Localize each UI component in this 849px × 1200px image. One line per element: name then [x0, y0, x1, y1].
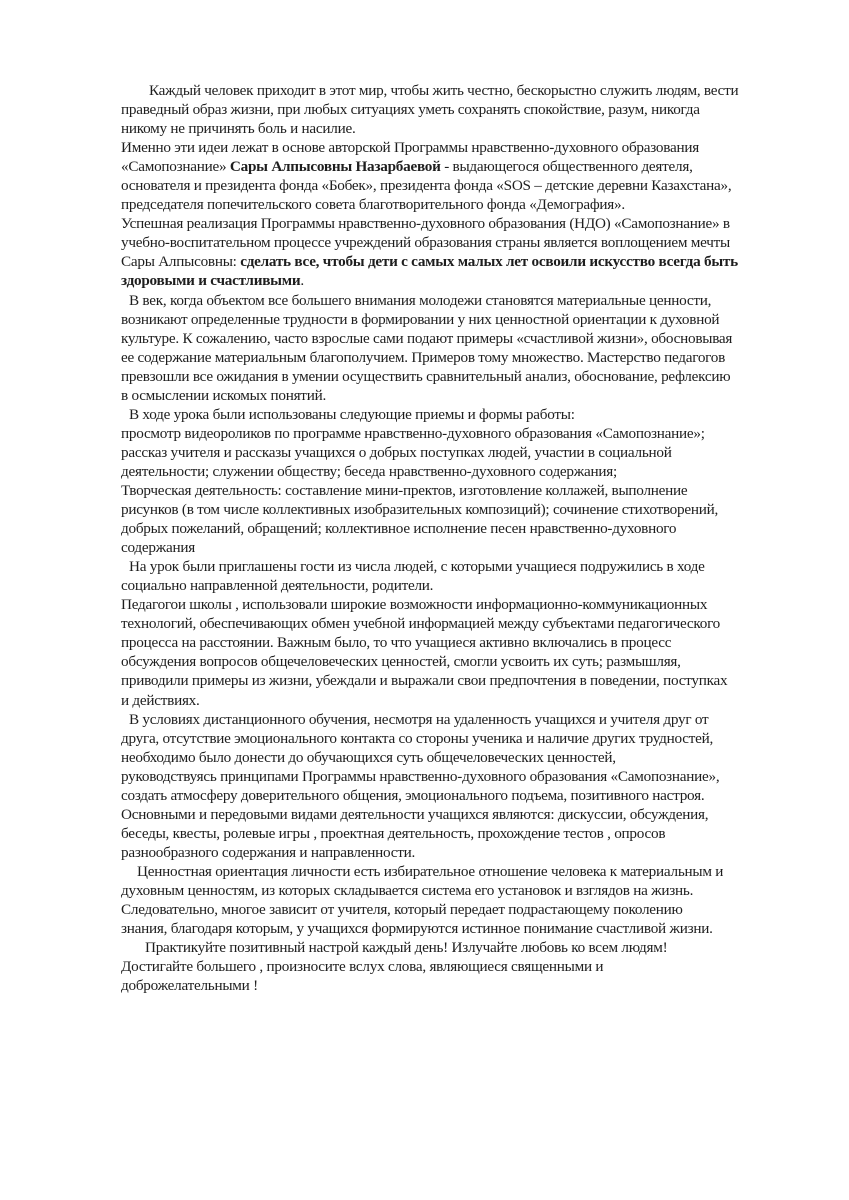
text-line: социально направленной деятельности, родители. — [121, 577, 434, 595]
text-line: обсуждения вопросов общечеловеческих ценностей, смогли усвоить их суть; размышляя, — [121, 653, 681, 671]
text-line: приводили примеры из жизни, убеждали и выражали свои предпочтения в поведении, поступках — [121, 672, 728, 690]
text-line: Творческая деятельность: составление мини-пректов, изготовление коллажей, выполнение — [121, 481, 688, 499]
paragraph-program — [121, 138, 791, 214]
text-line — [121, 252, 791, 271]
text-line: учебно-воспитательном процессе учреждений образования страны является воплощением мечты — [121, 234, 730, 252]
text-span: . — [300, 272, 304, 290]
text-line: добрых пожеланий, обращений; коллективное исполнение песен нравственно-духовного — [121, 520, 677, 538]
paragraph-closing — [121, 938, 791, 995]
text-line: Практикуйте позитивный настрой каждый день! Излучайте любовь ко всем людям! — [145, 939, 668, 957]
text-line: создать атмосферу доверительного общения, эмоционального подъема, позитивного настроя. — [121, 786, 705, 804]
text-span: «Самопознание» — [121, 158, 230, 176]
paragraph-realization — [121, 214, 791, 290]
bold-quote: сделать все, чтобы дети с самых малых лет освоили искусство всегда быть — [240, 253, 738, 271]
text-line: руководствуясь принципами Программы нравственно-духовного образования «Самопознание», — [121, 767, 720, 785]
text-line: В ходе урока были использованы следующие приемы и формы работы: — [129, 405, 575, 423]
text-line: просмотр видеороликов по программе нравственно-духовного образования «Самопознание»; — [121, 424, 705, 442]
text-line: в осмыслении искомых понятий. — [121, 386, 326, 404]
text-line: возникают определенные трудности в формировании у них ценностной ориентации к духовной — [121, 310, 720, 328]
document-page — [121, 81, 791, 995]
text-span: Сары Алпысовны: — [121, 253, 241, 271]
text-line: никому не причинять боль и насилие. — [121, 120, 356, 138]
text-line: знания, благодаря которым, у учащихся формируются истинное понимание счастливой жизни. — [121, 920, 713, 938]
text-line: рассказ учителя и рассказы учащихся о добрых поступках людей, участии в социальной — [121, 443, 672, 461]
text-line — [121, 271, 791, 290]
text-line: Именно эти идеи лежат в основе авторской Программы нравственно-духовного образования — [121, 139, 699, 157]
text-line: разнообразного содержания и направленности. — [121, 843, 416, 861]
paragraph-century — [121, 291, 791, 405]
text-line: процесса на расстоянии. Важным было, то что учащиеся активно включались в процесс — [121, 634, 672, 652]
text-line: Ценностная ориентация личности есть избирательное отношение человека к материальным и — [137, 862, 724, 880]
text-span: - выдающегося общественного деятеля, — [440, 158, 693, 176]
text-line: На урок были приглашены гости из числа людей, с которыми учащиеся подружились в ходе — [129, 558, 705, 576]
text-line: беседы, квесты, ролевые игры , проектная деятельность, прохождение тестов , опросов — [121, 824, 666, 842]
text-line: Основными и передовыми видами деятельности учащихся являются: дискуссии, обсуждения, — [121, 805, 709, 823]
text-line: Достигайте большего , произносите вслух слова, являющиеся священными и — [121, 958, 604, 976]
text-line: необходимо было донести до обучающихся суть общечеловеческих ценностей, — [121, 748, 616, 766]
text-line: содержания — [121, 539, 195, 557]
text-line: Успешная реализация Программы нравственно-духовного образования (НДО) «Самопознание» в — [121, 215, 730, 233]
paragraph-intro — [121, 81, 791, 138]
text-line: Следовательно, многое зависит от учителя, который передает подрастающему поколению — [121, 901, 683, 919]
text-line: превзошли все ожидания в умении осуществить сравнительный анализ, обоснование, рефлексию — [121, 367, 731, 385]
text-line: духовным ценностям, из которых складывается система его установок и взглядов на жизнь. — [121, 881, 694, 899]
text-line — [121, 157, 791, 176]
text-line: основателя и президента фонда «Бобек», президента фонда «SOS – детские деревни Казахстана», — [121, 177, 732, 195]
text-line: деятельности; служении обществу; беседа нравственно-духовного содержания; — [121, 462, 617, 480]
text-line: и действиях. — [121, 691, 200, 709]
paragraph-values — [121, 862, 791, 938]
text-line: В век, когда объектом все большего внимания молодежи становятся материальные ценности, — [129, 291, 712, 309]
text-line: Педагогои школы , использовали широкие возможности информационно-коммуникационных — [121, 596, 708, 614]
author-name: Сары Алпысовны Назарбаевой — [229, 158, 441, 176]
text-line: культуре. К сожалению, часто взрослые сами подают примеры «счастливой жизни», обосновывая — [121, 329, 733, 347]
text-line: В условиях дистанционного обучения, несмотря на удаленность учащихся и учителя друг от — [129, 710, 709, 728]
text-line: Каждый человек приходит в этот мир, чтобы жить честно, бескорыстно служить людям, вести — [149, 82, 739, 99]
paragraph-methods — [121, 405, 791, 557]
paragraph-guests — [121, 557, 791, 595]
text-line: доброжелательными ! — [121, 977, 258, 995]
bold-quote: здоровыми и счастливыми — [121, 272, 301, 290]
paragraph-distance — [121, 710, 791, 862]
text-line: технологий, обеспечивающих обмен учебной информацией между субъектами педагогического — [121, 615, 721, 633]
text-line: ее содержание материальным благополучием. Примеров тому множество. Мастерство педагогов — [121, 348, 726, 366]
text-line: друга, отсутствие эмоционального контакта со стороны ученика и наличие других трудностей, — [121, 729, 714, 747]
text-line: рисунков (в том числе коллективных изобразительных композиций); сочинение стихотворений, — [121, 501, 719, 519]
paragraph-teachers — [121, 595, 791, 709]
text-line: председателя попечительского совета благотворительного фонда «Демография». — [121, 196, 625, 214]
text-line: праведный образ жизни, при любых ситуациях уметь сохранять спокойствие, разум, никогда — [121, 101, 700, 119]
